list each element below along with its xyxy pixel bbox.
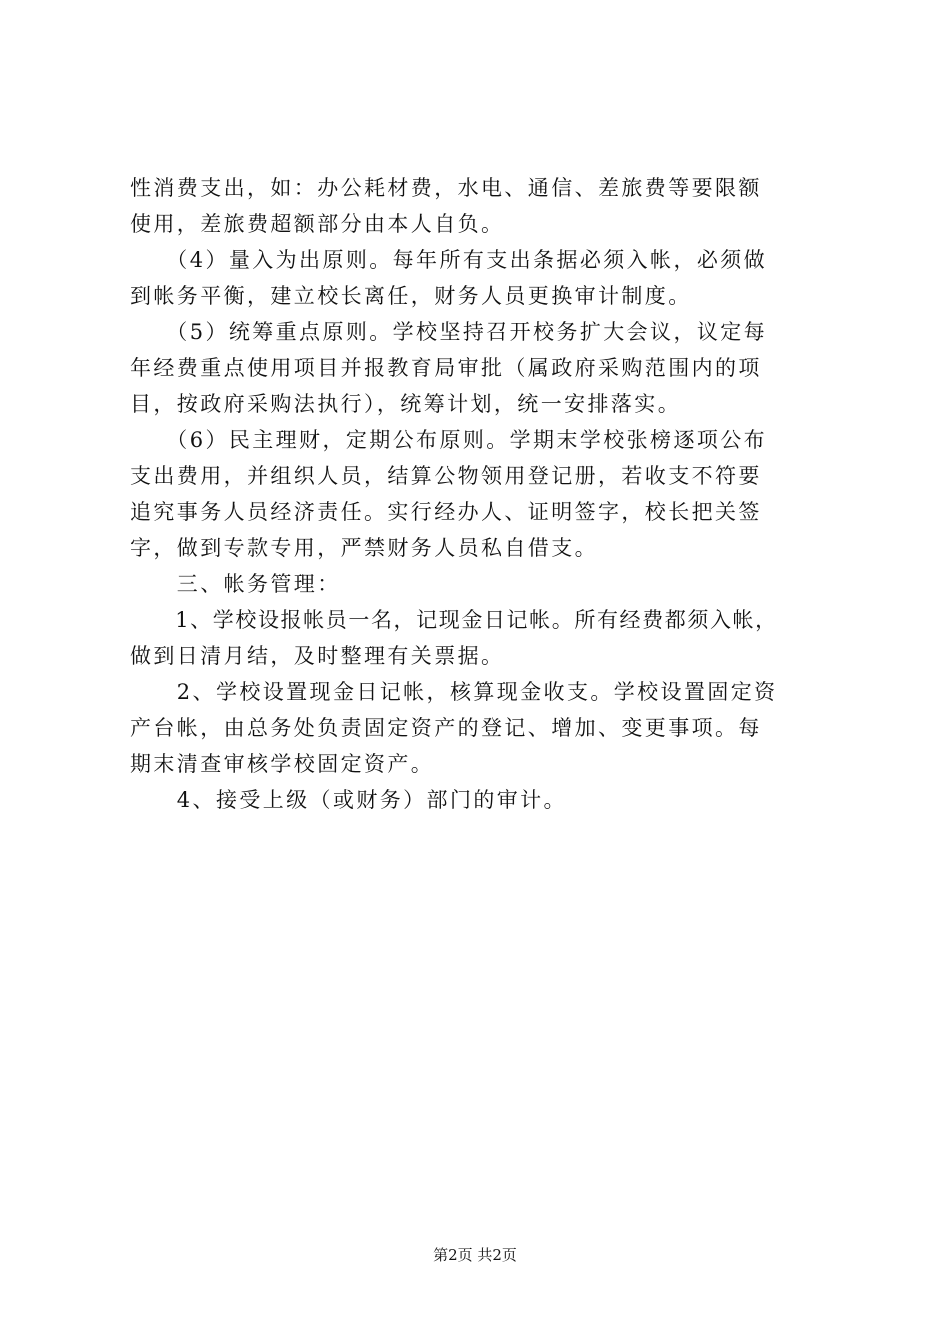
text-line: 年经费重点使用项目并报教育局审批（属政府采购范围内的项 (130, 356, 762, 380)
document-body (130, 170, 850, 818)
text-line: 使用，差旅费超额部分由本人自负。 (130, 212, 505, 236)
page-number-label: 第2页 共2页 (433, 1246, 517, 1264)
text-line: 性消费支出，如：办公耗材费，水电、通信、差旅费等要限额 (130, 176, 762, 200)
text-line: （6）民主理财，定期公布原则。学期末学校张榜逐项公布 (130, 428, 768, 452)
text-line: 目，按政府采购法执行），统筹计划，统一安排落实。 (130, 392, 682, 416)
text-line: 期末清查审核学校固定资产。 (130, 752, 435, 776)
text-line: 产台帐，由总务处负责固定资产的登记、增加、变更事项。每 (130, 716, 762, 740)
text-line: （5）统筹重点原则。学校坚持召开校务扩大会议，议定每 (130, 320, 768, 344)
text-line: 支出费用，并组织人员，结算公物领用登记册，若收支不符要 (130, 464, 762, 488)
text-line: 追究事务人员经济责任。实行经办人、证明签字，校长把关签 (130, 500, 762, 524)
text-line: 到帐务平衡，建立校长离任，财务人员更换审计制度。 (130, 284, 692, 308)
text-line: 4、接受上级（或财务）部门的审计。 (130, 788, 567, 812)
text-line: 字，做到专款专用，严禁财务人员私自借支。 (130, 536, 598, 560)
text-line: 1、学校设报帐员一名，记现金日记帐。所有经费都须入帐， (130, 608, 778, 632)
text-line: （4）量入为出原则。每年所有支出条据必须入帐，必须做 (130, 248, 768, 272)
text-line: 2、学校设置现金日记帐，核算现金收支。学校设置固定资 (130, 680, 778, 704)
section-heading: 三、帐务管理： (130, 572, 341, 596)
text-line: 做到日清月结，及时整理有关票据。 (130, 644, 505, 668)
page-footer (0, 1245, 950, 1265)
